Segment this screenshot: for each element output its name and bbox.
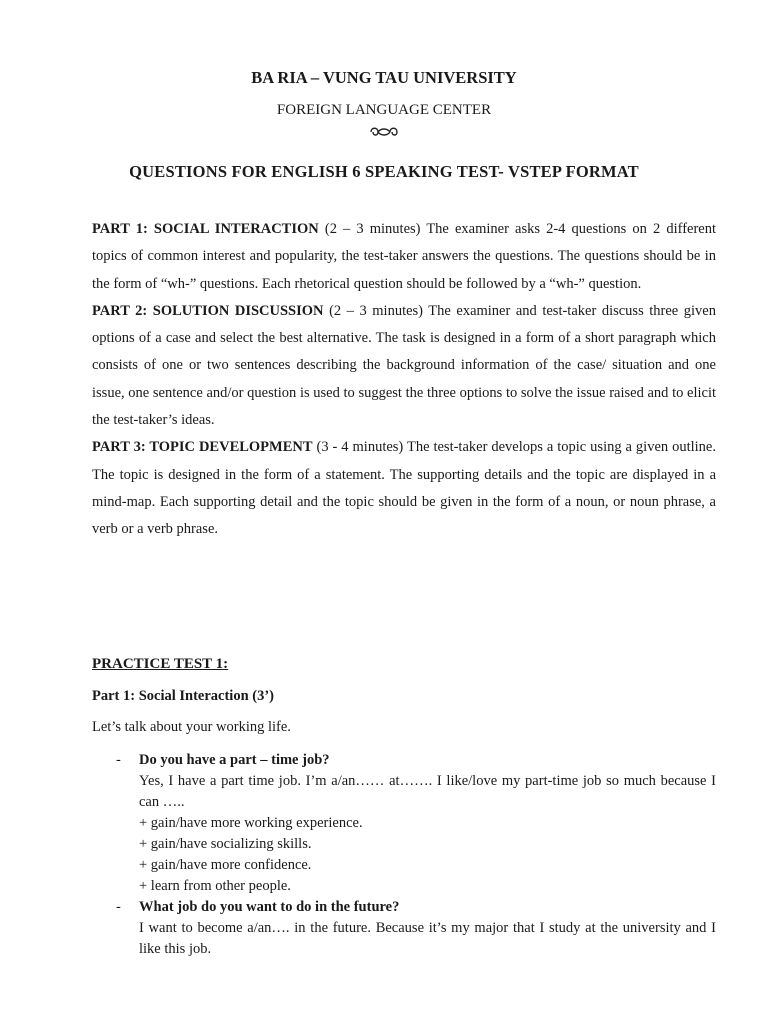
- question-text: Do you have a part – time job?: [139, 752, 330, 768]
- ornament-divider: [0, 126, 768, 143]
- practice-test-heading: PRACTICE TEST 1:: [92, 656, 229, 672]
- answer-text: I want to become a/an…. in the future. Because it’s my major that I study at the university and I like this job.: [139, 920, 716, 957]
- parts-description: [92, 216, 716, 544]
- practice-part-heading: Part 1: Social Interaction (3’): [92, 688, 275, 704]
- part-2-description: [92, 298, 716, 434]
- part-3-duration: (3 - 4 minutes): [316, 439, 404, 456]
- answer-bullet: + gain/have socializing skills.: [139, 836, 312, 852]
- question-item: [116, 750, 716, 897]
- part-1-description: [92, 216, 716, 298]
- answer-bullet: + gain/have more working experience.: [139, 815, 363, 831]
- part-1-label: PART 1: SOCIAL INTERACTION: [92, 221, 319, 237]
- part-3-description: [92, 434, 716, 543]
- part-1-text: The examiner asks 2-4 questions on 2 different topics of common interest and popularity, the test-taker answers the questions. The questions should be in the form of “wh-” questions. Each rhetorical question should be followed by a “wh-” question.: [92, 221, 717, 292]
- part-2-duration: (2 – 3 minutes): [329, 302, 424, 319]
- answer-bullet: + learn from other people.: [139, 878, 291, 894]
- part-2-label: PART 2: SOLUTION DISCUSSION: [92, 302, 324, 319]
- practice-intro: Let’s talk about your working life.: [92, 719, 291, 735]
- part-3-label: PART 3: TOPIC DEVELOPMENT: [92, 439, 313, 456]
- part-1-duration: (2 – 3 minutes): [324, 221, 421, 237]
- question-item: [116, 897, 716, 960]
- part-3-text: The test-taker develops a topic using a given outline. The topic is designed in the form of a statement. The supporting details and the topic are displayed in a mind-map. Each supporting detail and the topic should be given in the form of a noun, or noun phrase, a verb or a verb phrase.: [92, 439, 716, 538]
- center-name: FOREIGN LANGUAGE CENTER: [276, 102, 492, 118]
- document-title: QUESTIONS FOR ENGLISH 6 SPEAKING TEST- VSTEP FORMAT: [129, 162, 639, 181]
- list-dash: -: [116, 752, 121, 768]
- part-2-text: The examiner and test-taker discuss three given options of a case and select the best alternative. The task is designed in a form of a short paragraph which consists of one or two sentences describing the background information of the case/ situation and one issue, one sentence and/or question is used to suggest the three options to solve the issue raised and to elicit the test-taker’s ideas.: [92, 302, 716, 429]
- scroll-ornament-icon: [369, 126, 399, 138]
- university-name: BA RIA – VUNG TAU UNIVERSITY: [251, 68, 517, 87]
- answer-text: Yes, I have a part time job. I’m a/an…… at……. I like/love my part-time job so much because I can …..: [139, 773, 716, 810]
- answer-bullet: + gain/have more confidence.: [139, 857, 312, 873]
- question-text: What job do you want to do in the future?: [139, 899, 400, 915]
- list-dash: -: [116, 899, 121, 915]
